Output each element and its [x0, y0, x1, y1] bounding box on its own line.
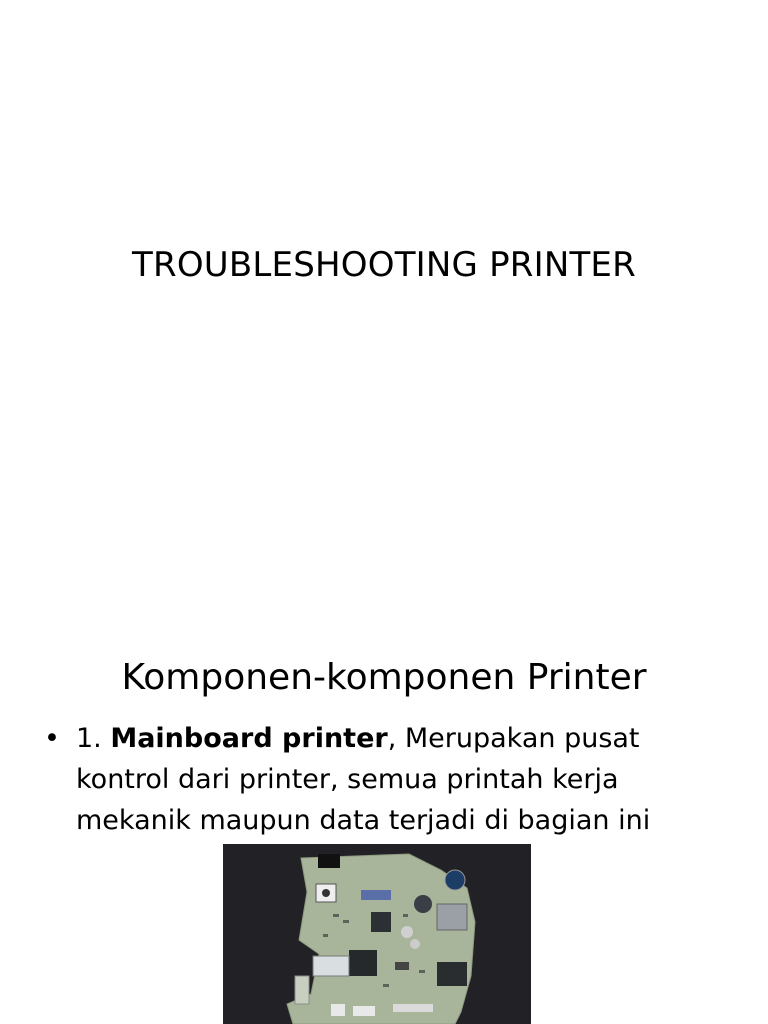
circuit-board-illustration — [223, 844, 531, 1024]
item-number: 1. — [76, 723, 111, 754]
item-description: , Merupakan pusat kontrol dari printer, semua printah kerja mekanik maupun data terjadi di bagian ini — [76, 723, 651, 836]
slide-2 — [0, 576, 768, 1024]
slide-title: TROUBLESHOOTING PRINTER — [132, 244, 636, 285]
list-item — [44, 718, 684, 841]
bullet-icon: • — [44, 723, 60, 754]
slide-title: Komponen-komponen Printer — [121, 656, 647, 698]
mainboard-photo — [223, 844, 531, 1024]
bullet-list — [44, 718, 684, 841]
item-term: Mainboard printer — [110, 723, 388, 754]
